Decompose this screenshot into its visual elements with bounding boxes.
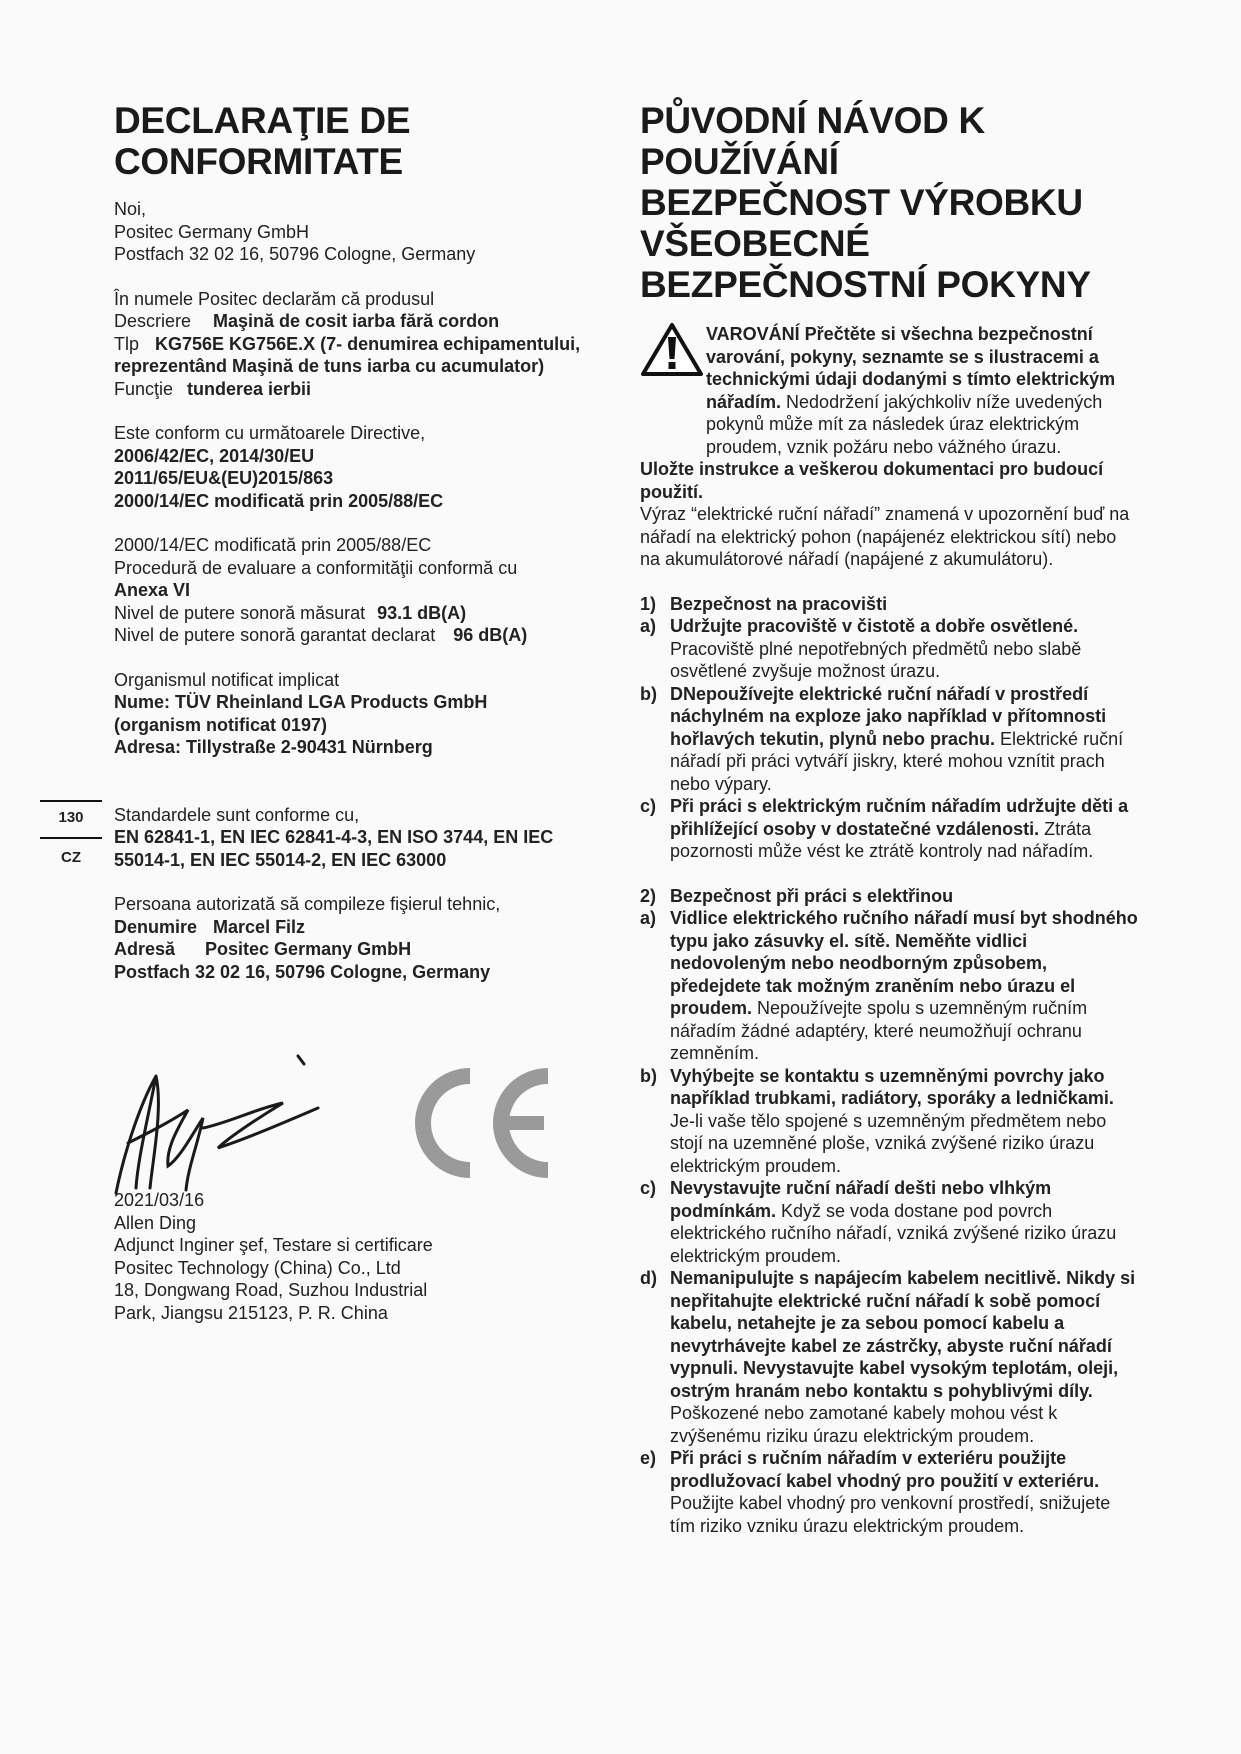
- item-text: [670, 615, 1140, 683]
- company-name: Positec Technology (China) Co., Ltd: [114, 1257, 401, 1278]
- func-value: tunderea ierbii: [187, 378, 312, 399]
- item-marker: b): [640, 683, 657, 704]
- section-title: Bezpečnost na pracovišti: [670, 593, 888, 614]
- item-marker: b): [640, 1065, 657, 1086]
- item-bold: Vidlice elektrického ručního nářadí musí byt shodného typu jako zásuvky el. sítě. Neměňte vidlici nedovoleným nebo neodborným způsobem, předejdete tak možným zraněním nebo úrazu el proudem.: [670, 908, 1138, 1018]
- sound-label: Nivel de putere sonoră măsurat: [114, 602, 366, 623]
- warning-bold: VAROVÁNÍ Přečtěte si všechna bezpečnostní varování, pokyny, seznamte se s ilustracemi a technickými údaji dodanými s tímto elektrickým nářadím.: [706, 324, 1116, 412]
- item-text: [670, 907, 1140, 1065]
- addr-line: Noi,: [114, 199, 147, 219]
- item-marker: e): [640, 1448, 657, 1468]
- name-row: [114, 916, 610, 939]
- directive: 2000/14/EC modificată prin 2005/88/EC: [114, 490, 444, 511]
- item-rest: Je-li vaše tělo spojené s uzemněným předmětem nebo stojí na uzemněné ploše, vzniká zvýšené riziko úrazu elektrickým proudem.: [670, 1110, 1107, 1176]
- desc-row: [114, 310, 610, 333]
- company-address: Park, Jiangsu 215123, P. R. China: [114, 1302, 388, 1323]
- item-text: [670, 795, 1140, 863]
- declare-text: În numele Positec declarăm că produsul: [114, 288, 435, 309]
- warning-text: [640, 323, 1140, 458]
- item-rest: Nepoužívejte spolu s uzemněným ručním nářadím žádné adaptéry, které neumožňují ochranu zemněním.: [670, 998, 1088, 1063]
- addr-line: Postfach 32 02 16, 50796 Cologne, Germany: [114, 244, 476, 264]
- declaration-title: [114, 100, 610, 182]
- title-line: BEZPEČNOSTNÍ POKYNY: [640, 264, 1091, 305]
- section-number: 1): [640, 593, 657, 614]
- item-text: [670, 1447, 1140, 1537]
- warning-rest: Nedodržení jakýchkoliv níže uvedených pokynů může mít za následek úraz elektrickým proudem, vznik požáru nebo vážného úrazu.: [706, 391, 1103, 457]
- term-definition: Výraz “elektrické ruční nářadí” znamená v upozornění buď na nářadí na elektrický pohon (napájenéz elektrickou sítí) nebo na akumulátorové nářadí (napájené z akumulátoru).: [640, 504, 1130, 569]
- title-line: POUŽÍVÁNÍ: [640, 141, 839, 182]
- desc-value: Maşină de cosit iarba fără cordon: [213, 311, 500, 331]
- func-row: [114, 378, 610, 401]
- section-title: Bezpečnost při práci s elektřinou: [670, 885, 954, 906]
- item-text: [670, 1065, 1140, 1178]
- notified-body-label: Organismul notificat implicat: [114, 669, 340, 690]
- item-bold: DNepoužívejte elektrické ruční nářadí v prostředí náchylném na exploze jako například v přítomnosti hořlavých tekutin, plynů nebo prachu.: [670, 683, 1107, 749]
- page-number: 130: [58, 809, 84, 826]
- standards-value: EN 62841-1, EN IEC 62841-4-3, EN ISO 3744, EN IEC 55014-1, EN IEC 55014-2, EN IEC 63000: [114, 827, 554, 870]
- sidebar-rule-bottom: [40, 837, 102, 839]
- item-rest: Elektrické ruční nářadí při práci vytváří jiskry, které mohou vznítit prach nebo výpary.: [670, 728, 1124, 794]
- instructions-column: [640, 100, 1140, 1537]
- item-rest: Když se voda dostane pod povrch elektrického ručního nářadí, vzniká zvýšené riziko úrazu elektrickým proudem.: [670, 1200, 1117, 1266]
- title-line: PŮVODNÍ NÁVOD K: [640, 100, 985, 141]
- notified-body-number: (organism notificat 0197): [114, 714, 328, 735]
- item-marker: a): [640, 616, 657, 636]
- procedure-text: Procedură de evaluare a conformităţii conformă cu: [114, 557, 518, 578]
- sidebar-rule-top: [40, 800, 102, 802]
- list-item: [640, 683, 1140, 796]
- title-line: DECLARAŢIE DE: [114, 100, 411, 141]
- signer-name: Allen Ding: [114, 1212, 197, 1233]
- instructions-title: [640, 100, 1140, 305]
- item-rest: Poškozené nebo zamotané kabely mohou vést k zvýšenému riziku úrazu elektrickým proudem.: [670, 1403, 1058, 1446]
- item-rest: Ztráta pozornosti může vést ke ztrátě kontroly nad nářadím.: [670, 818, 1094, 861]
- warning-block: [640, 323, 1140, 458]
- title-line: VŠEOBECNÉ: [640, 223, 870, 264]
- sound-value: 96 dB(A): [453, 625, 528, 645]
- address-label: Adresă: [114, 939, 176, 959]
- keep-instructions: Uložte instrukce a veškerou dokumentaci pro budoucí použití.: [640, 459, 1104, 502]
- section-1-list: [640, 615, 1140, 863]
- item-marker: a): [640, 908, 657, 928]
- company-address: 18, Dongwang Road, Suzhou Industrial: [114, 1280, 428, 1300]
- list-item: [640, 795, 1140, 863]
- item-bold: Nemanipulujte s napájecím kabelem necitlivě. Nikdy si nepřitahujte elektrické ruční nářadí k sobě pomocí kabelu, netahejte je za sebou pomocí kabelu a nevytrhávejte kabel ze zástrčky, abyste ruční nářadí vypnuli. Nevystavujte kabel vysokým teplotám, oleji, ostrým hranám nebo kontaktu s pohyblivými díly.: [670, 1268, 1136, 1401]
- list-item: [640, 1267, 1140, 1447]
- item-marker: d): [640, 1268, 657, 1288]
- signature-image: [108, 1048, 358, 1198]
- item-text: [670, 1267, 1140, 1447]
- list-item: [640, 907, 1140, 1065]
- list-item: [640, 1447, 1140, 1537]
- ce-mark-icon: [398, 1068, 558, 1178]
- addr-line: Positec Germany GmbH: [114, 221, 310, 242]
- item-bold: Udržujte pracoviště v čistotě a dobře osvětlené.: [670, 616, 1079, 636]
- item-marker: c): [640, 1178, 657, 1198]
- warning-triangle-icon: [640, 321, 704, 377]
- name-value: Marcel Filz: [213, 916, 306, 937]
- sound-measured-row: [114, 602, 610, 625]
- item-text: [670, 1177, 1140, 1267]
- title-line: BEZPEČNOST VÝROBKU: [640, 182, 1083, 223]
- address-row: [114, 938, 610, 961]
- date: 2021/03/16: [114, 1190, 205, 1210]
- list-item: [640, 1177, 1140, 1267]
- item-bold: Nevystavujte ruční nářadí dešti nebo vlhkým podmínkám.: [670, 1178, 1052, 1221]
- section-heading: [640, 593, 1140, 616]
- item-rest: Pracoviště plné nepotřebných předmětů nebo slabě osvětlené zvyšuje možnost úrazu.: [670, 638, 1082, 681]
- section-number: 2): [640, 885, 657, 906]
- item-bold: Při práci s ručním nářadím v exteriéru použijte prodlužovací kabel vhodný pro použití v exteriéru.: [670, 1448, 1100, 1491]
- list-item: [640, 1065, 1140, 1178]
- address-value: Positec Germany GmbH: [205, 939, 412, 959]
- title-line: CONFORMITATE: [114, 141, 403, 182]
- language-code: CZ: [61, 849, 81, 866]
- sound-guaranteed-row: [114, 624, 610, 647]
- item-marker: c): [640, 796, 657, 816]
- signer-title: Adjunct Inginer şef, Testare si certificare: [114, 1235, 433, 1255]
- sound-label: Nivel de putere sonoră garantat declarat: [114, 625, 436, 645]
- section-2-list: [640, 907, 1140, 1537]
- notified-body-address: Adresa: Tillystraße 2-90431 Nürnberg: [114, 737, 433, 757]
- authorized-text: Persoana autorizată să compileze fişierul tehnic,: [114, 894, 501, 914]
- directive: 2006/42/EC, 2014/30/EU: [114, 445, 315, 466]
- name-label: Denumire: [114, 916, 198, 937]
- type-value: KG756E KG756E.X (7- denumirea echipamentului, reprezentând Maşină de tuns iarba cu acumulator): [114, 333, 581, 376]
- desc-label: Descriere: [114, 311, 192, 331]
- section-heading: [640, 885, 1140, 908]
- address-value-2: Postfach 32 02 16, 50796 Cologne, Germany: [114, 961, 491, 982]
- item-bold: Vyhýbejte se kontaktu s uzemněnými povrchy jako například trubkami, radiátory, sporáky a ledničkami.: [670, 1065, 1114, 1108]
- procedure-text: 2000/14/EC modificată prin 2005/88/EC: [114, 535, 432, 555]
- conform-text: Este conform cu următoarele Directive,: [114, 423, 426, 443]
- directive: 2011/65/EU&(EU)2015/863: [114, 468, 334, 488]
- func-label: Funcţie: [114, 378, 174, 399]
- type-row: [114, 333, 610, 378]
- item-rest: Použijte kabel vhodný pro venkovní prostředí, snižujete tím riziko vzniku úrazu elektrickým proudem.: [670, 1493, 1111, 1536]
- list-item: [640, 615, 1140, 683]
- type-label: Tlp: [114, 333, 140, 354]
- notified-body-name: Nume: TÜV Rheinland LGA Products GmbH: [114, 692, 488, 712]
- annex: Anexa VI: [114, 580, 191, 600]
- item-text: [670, 683, 1140, 796]
- sound-value: 93.1 dB(A): [377, 602, 467, 623]
- item-bold: Při práci s elektrickým ručním nářadím udržujte děti a přihlížející osoby v dostatečné vzdálenosti.: [670, 796, 1129, 839]
- standards-label: Standardele sunt conforme cu,: [114, 804, 360, 825]
